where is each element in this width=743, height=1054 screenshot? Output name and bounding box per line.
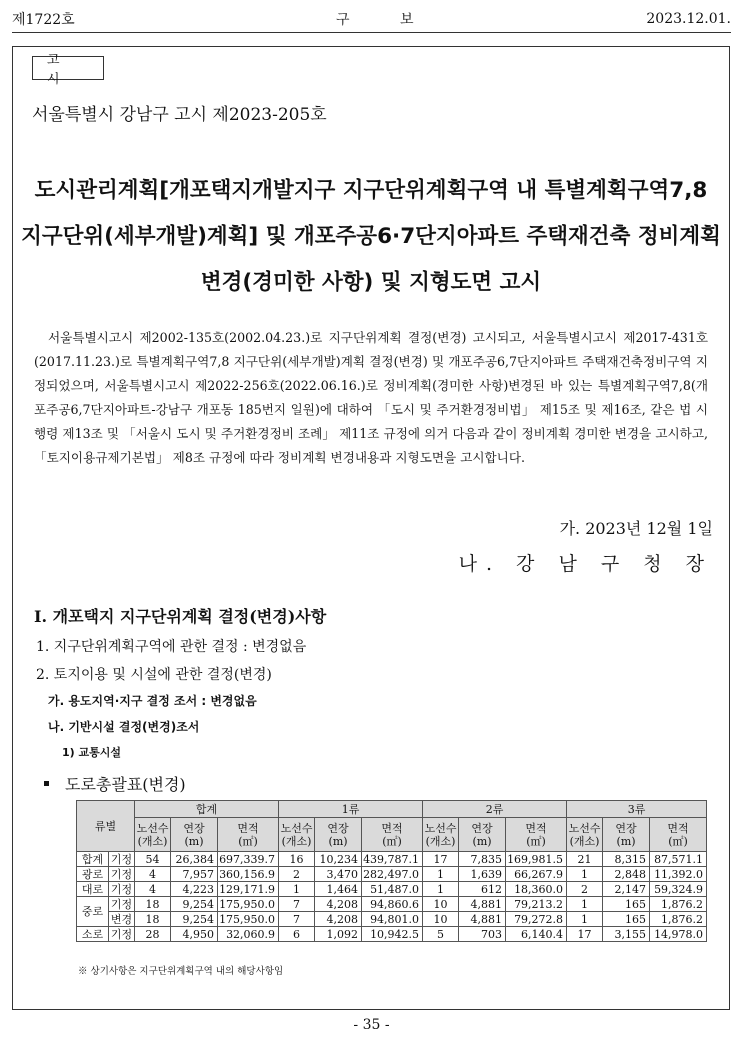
row-category: 중로 (77, 897, 109, 927)
table-footnote: ※ 상기사항은 지구단위계획구역 내의 해당사항임 (78, 966, 284, 977)
header-rule (12, 32, 731, 33)
table-cell: 697,339.7 (218, 852, 279, 867)
table-cell: 1,464 (315, 882, 362, 897)
table-cell: 17 (567, 927, 603, 942)
table-row (77, 882, 707, 897)
title-line: 지구단위(세부개발)계획] 및 개포주공6·7단지아파트 주택재건축 정비계획 (21, 224, 721, 249)
table-row (77, 897, 707, 912)
table-cell: 1 (423, 867, 459, 882)
row-kind: 기정 (109, 927, 135, 942)
table-cell: 165 (603, 912, 650, 927)
table-cell: 32,060.9 (218, 927, 279, 942)
header-sub: 연장 (m) (603, 818, 650, 852)
table-cell: 6 (279, 927, 315, 942)
table-cell: 10,234 (315, 852, 362, 867)
issue-number: 제1722호 (12, 12, 75, 28)
header-sub: 면적 (㎡) (218, 818, 279, 852)
table-cell: 94,801.0 (362, 912, 423, 927)
table-cell: 4 (135, 882, 171, 897)
table-cell: 1,876.2 (650, 897, 707, 912)
table-cell: 7,835 (459, 852, 506, 867)
table-cell: 3,155 (603, 927, 650, 942)
table-cell: 51,487.0 (362, 882, 423, 897)
row-category: 광로 (77, 867, 109, 882)
table-row (77, 927, 707, 942)
table-cell: 1,876.2 (650, 912, 707, 927)
table-cell: 1,639 (459, 867, 506, 882)
table-cell: 18 (135, 912, 171, 927)
sub-item-a: 가. 용도지역·지구 결정 조서 : 변경없음 (48, 694, 257, 708)
table-cell: 1 (567, 912, 603, 927)
row-kind: 기정 (109, 897, 135, 912)
table-cell: 360,156.9 (218, 867, 279, 882)
table-cell: 14,978.0 (650, 927, 707, 942)
header-sub: 노선수 (개소) (567, 818, 603, 852)
table-cell: 4,881 (459, 897, 506, 912)
header-sub: 연장 (m) (459, 818, 506, 852)
header-group: 3류 (567, 801, 707, 818)
page-header (12, 8, 731, 30)
table-cell: 79,213.2 (506, 897, 567, 912)
table-cell: 2 (567, 882, 603, 897)
table-cell: 26,384 (171, 852, 218, 867)
table-cell: 7,957 (171, 867, 218, 882)
notice-title (18, 168, 724, 306)
header-sub: 노선수 (개소) (135, 818, 171, 852)
table-cell: 18,360.0 (506, 882, 567, 897)
header-sub: 노선수 (개소) (423, 818, 459, 852)
table-cell: 11,392.0 (650, 867, 707, 882)
table-cell: 4,950 (171, 927, 218, 942)
row-category: 대로 (77, 882, 109, 897)
row-kind: 기정 (109, 867, 135, 882)
table-row (77, 867, 707, 882)
table-cell: 59,324.9 (650, 882, 707, 897)
header-group: 2류 (423, 801, 567, 818)
table-cell: 17 (423, 852, 459, 867)
notice-body (34, 326, 708, 470)
table-cell: 9,254 (171, 897, 218, 912)
notice-number: 서울특별시 강남구 고시 제2023-205호 (32, 105, 327, 125)
notice-date: 가. 2023년 12월 1일 (559, 519, 713, 538)
table-cell: 165 (603, 897, 650, 912)
table-cell: 94,860.6 (362, 897, 423, 912)
header-sub: 면적 (㎡) (650, 818, 707, 852)
table-cell: 79,272.8 (506, 912, 567, 927)
table-cell: 169,981.5 (506, 852, 567, 867)
table-title-text: 도로총괄표(변경) (65, 775, 186, 794)
table-cell: 7 (279, 912, 315, 927)
header-class: 류별 (77, 801, 135, 852)
section-heading: Ⅰ. 개포택지 지구단위계획 결정(변경)사항 (34, 607, 327, 626)
table-cell: 175,950.0 (218, 912, 279, 927)
bullet-icon (44, 781, 49, 786)
issuer-name: 나. 강 남 구 청 장 (458, 553, 713, 575)
table-cell: 4,208 (315, 897, 362, 912)
row-category: 소로 (77, 927, 109, 942)
row-kind: 기정 (109, 852, 135, 867)
header-group: 1류 (279, 801, 423, 818)
header-sub: 면적 (㎡) (362, 818, 423, 852)
table-cell: 2,848 (603, 867, 650, 882)
table-cell: 54 (135, 852, 171, 867)
table-cell: 66,267.9 (506, 867, 567, 882)
sub-item-b: 나. 기반시설 결정(변경)조서 (48, 720, 200, 734)
table-row (77, 912, 707, 927)
table-cell: 4,881 (459, 912, 506, 927)
table-cell: 10 (423, 897, 459, 912)
row-kind: 변경 (109, 912, 135, 927)
table-cell: 7 (279, 897, 315, 912)
table-cell: 1 (279, 882, 315, 897)
table-cell: 4,223 (171, 882, 218, 897)
table-cell: 10 (423, 912, 459, 927)
table-cell: 18 (135, 897, 171, 912)
section-item-1: 1. 지구단위계획구역에 관한 결정 : 변경없음 (36, 639, 307, 655)
table-cell: 175,950.0 (218, 897, 279, 912)
road-summary-table (76, 800, 707, 942)
table-cell: 129,171.9 (218, 882, 279, 897)
table-cell: 10,942.5 (362, 927, 423, 942)
table-cell: 28 (135, 927, 171, 942)
page-number: - 35 - (353, 1017, 390, 1033)
table-cell: 16 (279, 852, 315, 867)
section-item-2: 2. 토지이용 및 시설에 관한 결정(변경) (36, 667, 272, 683)
row-kind: 기정 (109, 882, 135, 897)
title-line: 변경(경미한 사항) 및 지형도면 고시 (200, 270, 542, 295)
sub-item-1: 1) 교통시설 (62, 746, 122, 759)
header-group: 합계 (135, 801, 279, 818)
notice-label-box: 고 시 (32, 56, 104, 80)
table-cell: 703 (459, 927, 506, 942)
gazette-label-2: 보 (400, 12, 414, 28)
table-cell: 439,787.1 (362, 852, 423, 867)
title-line: 도시관리계획[개포택지개발지구 지구단위계획구역 내 특별계획구역7,8 (34, 178, 708, 203)
table-cell: 21 (567, 852, 603, 867)
table-cell: 1 (567, 867, 603, 882)
table-cell: 1 (567, 897, 603, 912)
table-cell: 2 (279, 867, 315, 882)
table-cell: 612 (459, 882, 506, 897)
header-sub: 노선수 (개소) (279, 818, 315, 852)
table-cell: 282,497.0 (362, 867, 423, 882)
body-paragraph: 서울특별시고시 제2002-135호(2002.04.23.)로 지구단위계획 결정(변경) 고시되고, 서울특별시고시 제2017-431호(2017.11.23.)로 특별계획구역7,8 지구단위(세부개발)계획 결정(변경) 및 개포주공6,7단지아파트 주택재건축정비구역 지정되었으며, 서울특별시고시 제2022-256호(2022.06.16.)로 정비계획(경미한 사항)변경된 바 있는 특별계획구역7,8(개포주공6,7단지아파트-강남구 개포동 185번지 일원)에 대하여 「도시 및 주거환경정비법」 제15조 및 제16조, 같은 법 시행령 제13조 및 「서울시 도시 및 주거환경정비 조례」 제11조 규정에 의거 다음과 같이 정비계획 경미한 변경을 고시하고, 「토지이용규제기본법」 제8조 규정에 따라 정비계획 변경내용과 지형도면을 고시합니다. (34, 330, 708, 465)
row-category: 합계 (77, 852, 109, 867)
table-cell: 6,140.4 (506, 927, 567, 942)
table-cell: 1 (423, 882, 459, 897)
table-cell: 2,147 (603, 882, 650, 897)
gazette-label-1: 구 (336, 12, 350, 28)
table-cell: 4 (135, 867, 171, 882)
table-cell: 1,092 (315, 927, 362, 942)
table-cell: 5 (423, 927, 459, 942)
issue-date: 2023.12.01. (646, 11, 731, 27)
table-cell: 9,254 (171, 912, 218, 927)
table-cell: 4,208 (315, 912, 362, 927)
header-sub: 연장 (m) (315, 818, 362, 852)
header-sub: 연장 (m) (171, 818, 218, 852)
header-sub: 면적 (㎡) (506, 818, 567, 852)
table-cell: 8,315 (603, 852, 650, 867)
table-title (44, 772, 186, 795)
table-cell: 87,571.1 (650, 852, 707, 867)
table-cell: 3,470 (315, 867, 362, 882)
table-row (77, 852, 707, 867)
